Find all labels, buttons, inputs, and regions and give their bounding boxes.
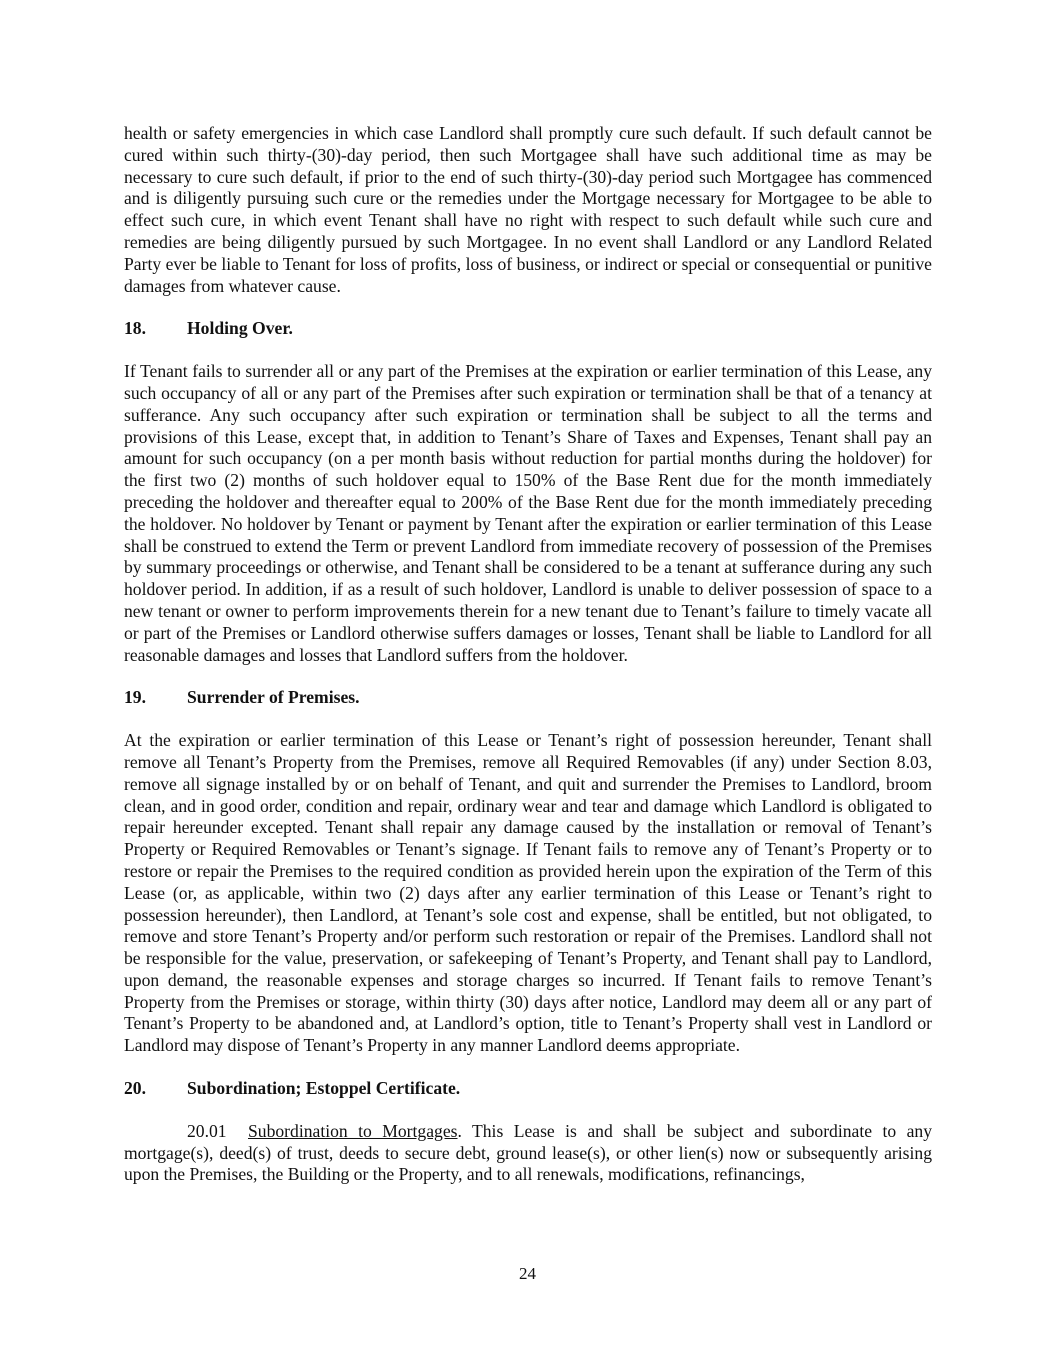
subsection-body: . This Lease is and shall be subject and subordinate to any mortgage(s), deed(s) of trust, deeds to secure debt, ground lease(s), or other lien(s) now or subsequently arising upon the Premises, the Building or the Property, and to all renewals, modifications, refinancings, — [124, 1120, 932, 1185]
section-20-01-paragraph — [124, 1121, 932, 1186]
intro-paragraph: health or safety emergencies in which case Landlord shall promptly cure such default. If such default cannot be cured within such thirty-(30)-day period, then such Mortgagee shall have such additional time as may be necessary to cure such default, if prior to the end of such thirty-(30)-day period such Mortgagee has commenced and is diligently pursuing such cure or the remedies under the Mortgage necessary for Mortgagee to be able to effect such cure, in which event Tenant shall have no right with respect to such default while such cure and remedies are being diligently pursued by such Mortgagee. In no event shall Landlord or any Landlord Related Party ever be liable to Tenant for loss of profits, loss of business, or indirect or special or consequential or punitive damages from whatever cause. — [124, 123, 932, 296]
section-title: Holding Over. — [187, 318, 293, 339]
document-page — [124, 123, 932, 1186]
section-title: Subordination; Estoppel Certificate. — [187, 1078, 461, 1099]
section-number: 20. — [124, 1078, 146, 1099]
section-19-body: At the expiration or earlier termination of this Lease or Tenant’s right of possession hereunder, Tenant shall remove all Tenant’s Property from the Premises, remove all Required Removables (if any) under Section 8.03, remove all signage installed by or on behalf of Tenant, and quit and surrender the Premises to Landlord, broom clean, and in good order, condition and repair, ordinary wear and tear and damage which Landlord is obligated to repair hereunder excepted. Tenant shall repair any damage caused by the installation or removal of Tenant’s Property or Required Removables or Tenant’s signage. If Tenant fails to remove any of Tenant’s Property or to restore or repair the Premises to the required condition as provided herein upon the expiration of the Term of this Lease (or, as applicable, within two (2) days after any earlier termination of this Lease or Tenant’s right to possession hereunder), then Landlord, at Tenant’s sole cost and expense, shall be entitled, but not obligated, to remove and store Tenant’s Property and/or perform such restoration or repair of the Premises. Landlord shall not be responsible for the value, preservation, or safekeeping of Tenant’s Property, and Tenant shall pay to Landlord, upon demand, the reasonable expenses and storage charges so incurred. If Tenant fails to remove Tenant’s Property from the Premises or storage, within thirty (30) days after notice, Landlord may deem all or any part of Tenant’s Property to be abandoned and, at Landlord’s option, title to Tenant’s Property shall vest in Landlord or Landlord may dispose of Tenant’s Property in any manner Landlord deems appropriate. — [124, 730, 932, 1056]
page-number: 24 — [519, 1264, 536, 1283]
section-title: Surrender of Premises. — [187, 687, 360, 708]
section-18-body: If Tenant fails to surrender all or any part of the Premises at the expiration or earlier termination of this Lease, any such occupancy of all or any part of the Premises after such expiration or termination shall be that of a tenancy at sufferance. Any such occupancy after such expiration or termination shall be subject to all the terms and provisions of this Lease, except that, in addition to Tenant’s Share of Taxes and Expenses, Tenant shall pay an amount for such occupancy (on a per month basis without reduction for partial months during the holdover) for the first two (2) months of such holdover equal to 150% of the Base Rent due for the month immediately preceding the holdover and thereafter equal to 200% of the Base Rent due for the month immediately preceding the holdover. No holdover by Tenant or payment by Tenant after the expiration or earlier termination of this Lease shall be construed to extend the Term or prevent Landlord from immediate recovery of possession of the Premises by summary proceedings or otherwise, and Tenant shall be considered to be a tenant at sufferance during any such holdover period. In addition, if as a result of such holdover, Landlord is unable to deliver possession of space to a new tenant or owner to perform improvements therein for a new tenant due to Tenant’s failure to timely vacate all or part of the Premises or Landlord otherwise suffers damages or losses, Tenant shall be liable to Landlord for all reasonable damages and losses that Landlord suffers from the holdover. — [124, 361, 932, 665]
section-20-heading — [124, 1078, 932, 1100]
subsection-number: 20.01 — [187, 1120, 227, 1141]
section-number: 18. — [124, 318, 146, 339]
section-19-heading — [124, 687, 932, 709]
subsection-title: Subordination to Mortgages — [248, 1120, 458, 1141]
section-18-heading — [124, 318, 932, 340]
section-number: 19. — [124, 687, 146, 708]
